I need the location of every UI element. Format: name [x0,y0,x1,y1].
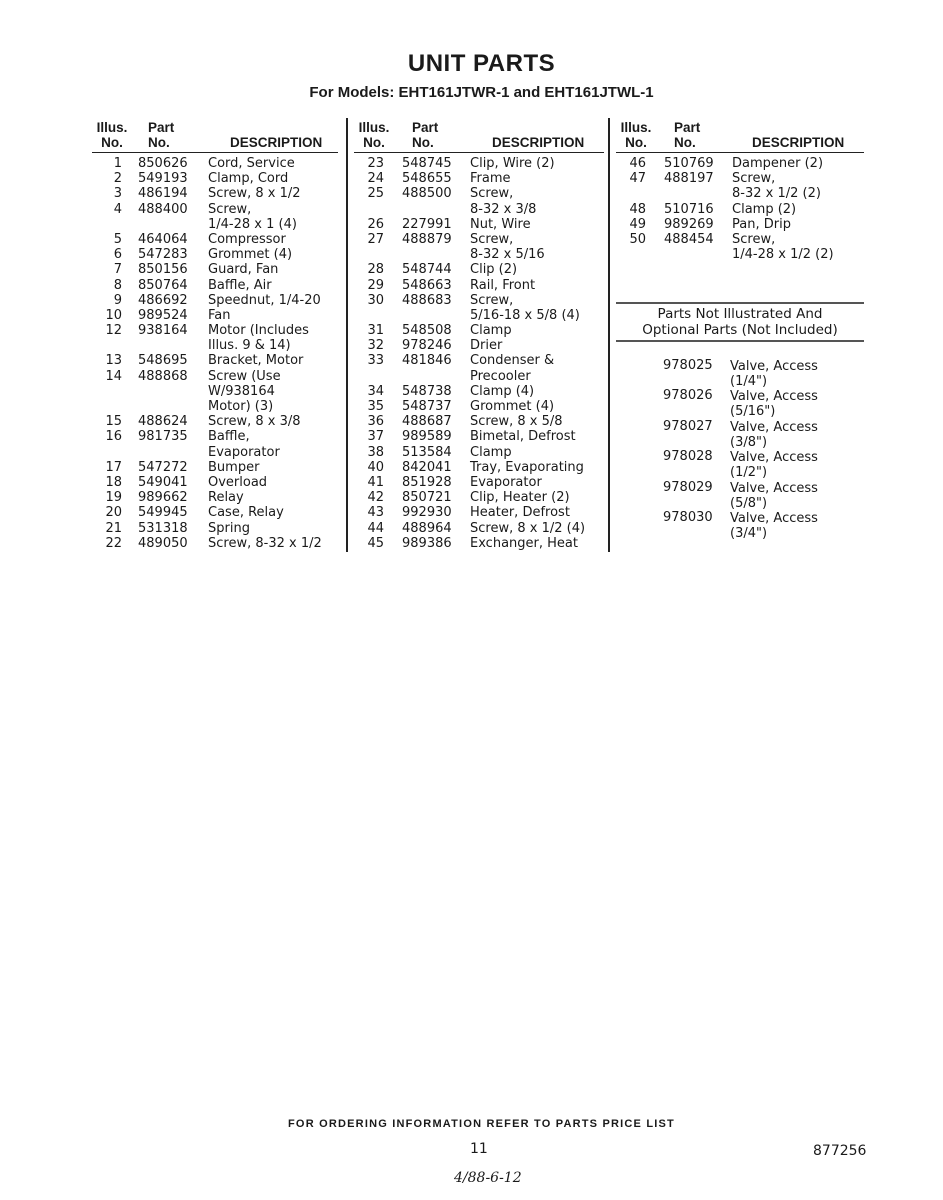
part-row [92,293,338,308]
part-number: 850156 [138,262,188,278]
handwritten-note: 4/88-6-12 [454,1170,522,1186]
parts-column-2 [354,116,604,551]
part-row [354,232,604,262]
page-number: 11 [470,1141,488,1157]
illus-number: 31 [367,323,384,339]
part-no-header: Part No. [412,120,439,150]
part-row [616,232,864,262]
illus-number: 24 [367,171,384,187]
part-number: 510769 [664,156,714,171]
column-divider [346,118,348,552]
part-description: Nut, Wire [470,216,531,232]
part-description: Guard, Fan [208,262,279,278]
part-row [354,475,604,490]
part-number: 488500 [402,186,452,202]
part-no-header: Part No. [674,120,701,150]
part-number: 548745 [402,156,452,171]
part-row [616,156,864,171]
part-description: Relay [208,490,244,506]
part-row [92,202,338,232]
part-row [92,171,338,186]
part-row [92,278,338,293]
part-number: 992930 [402,505,452,521]
part-description: Clamp, Cord [208,171,289,187]
part-number: 488197 [664,171,714,187]
part-row [92,505,338,520]
part-row [616,217,864,232]
part-number: 978246 [402,338,452,354]
part-number: 842041 [402,459,452,475]
illus-number: 12 [105,323,122,339]
part-row [92,262,338,277]
part-number: 547272 [138,459,188,475]
part-description: Overload [208,475,268,491]
part-description: Valve, Access (3/8") [730,419,818,450]
illus-number: 34 [367,383,384,399]
part-number: 989386 [402,535,452,551]
part-row [354,186,604,216]
part-description: Grommet (4) [208,247,293,263]
part-number: 510716 [664,201,714,217]
part-row [354,278,604,293]
part-row [92,353,338,368]
part-number: 850721 [402,490,452,506]
illus-number: 13 [105,353,122,369]
part-number: 978028 [663,449,713,465]
part-row [92,369,338,415]
illus-number: 8 [113,277,122,293]
illus-number: 50 [629,231,646,247]
part-description: Screw, 8-32 x 1/2 (2) [732,171,821,202]
document-number: 877256 [813,1143,867,1159]
illus-number: 25 [367,186,384,202]
illus-number: 41 [367,475,384,490]
page-title: UNIT PARTS [407,50,556,77]
description-header: DESCRIPTION [492,135,585,150]
part-number: 548663 [402,277,452,293]
part-description: Fan [208,307,231,323]
illus-number: 35 [367,399,384,415]
part-description: Screw, 8-32 x 1/2 [208,535,322,551]
part-number: 547283 [138,247,188,263]
illus-number: 37 [367,429,384,445]
part-row [354,338,604,353]
part-number: 227991 [402,216,452,232]
part-description: Baffle, Evaporator [208,429,280,460]
part-description: Heater, Defrost [470,505,570,521]
part-number: 464064 [138,231,188,247]
part-description: Clip (2) [470,262,518,278]
part-number: 488624 [138,414,188,430]
part-number: 486194 [138,186,188,202]
parts-column-3 [616,116,864,262]
part-description: Screw, 8-32 x 5/16 [470,231,545,263]
part-description: Clamp (2) [732,201,797,217]
column-header [92,116,338,153]
part-row [354,353,604,383]
column-divider [608,118,610,552]
part-row [354,429,604,444]
part-description: Valve, Access (3/4") [730,511,818,541]
part-description: Clamp [470,444,512,460]
ordering-note: FOR ORDERING INFORMATION REFER TO PARTS PRICE LIST [288,1118,675,1130]
part-row [92,186,338,201]
part-row [354,323,604,338]
part-row [354,505,604,520]
illus-number: 47 [629,171,646,187]
part-number: 989524 [138,307,188,323]
part-number: 481846 [402,353,452,369]
part-row [354,460,604,475]
illus-number: 2 [113,171,122,187]
part-number: 548508 [402,323,452,339]
illus-number: 6 [113,247,122,263]
part-row [354,217,604,232]
illus-number: 20 [105,505,122,521]
column-header [354,116,604,153]
part-number: 850626 [138,156,188,171]
illus-number: 23 [367,156,384,171]
part-row [92,323,338,353]
column-header [616,116,864,153]
part-row [354,262,604,277]
part-description: Case, Relay [208,505,284,521]
illus-no-header: Illus. No. [620,120,652,150]
part-number: 978027 [663,418,713,434]
illus-number: 15 [105,414,122,430]
part-row [354,399,604,414]
part-row [354,384,604,399]
part-row [92,308,338,323]
part-row [354,521,604,536]
part-number: 981735 [138,429,188,445]
part-number: 851928 [402,475,452,490]
part-number: 549193 [138,171,188,187]
illus-number: 33 [367,353,384,369]
part-description: Screw, 1/4-28 x 1/2 (2) [732,231,834,263]
part-number: 548655 [402,171,452,187]
part-row [92,414,338,429]
illus-number: 32 [367,338,384,354]
part-number: 978026 [663,388,713,404]
part-number: 978025 [663,358,713,373]
illus-number: 9 [113,292,122,308]
illus-no-header: Illus. No. [96,120,128,150]
illus-number: 48 [629,201,646,217]
part-description: Cord, Service [208,156,295,171]
part-description: Bracket, Motor [208,353,304,369]
part-row [92,475,338,490]
parts-column-1 [92,116,338,551]
part-number: 850764 [138,277,188,293]
part-row [354,293,604,323]
part-description: Screw, 1/4-28 x 1 (4) [208,201,297,232]
part-description: Compressor [208,231,286,247]
illus-number: 16 [105,429,122,445]
part-row [92,429,338,459]
illus-number: 3 [113,186,122,202]
part-description: Baffle, Air [208,277,272,293]
illus-no-header: Illus. No. [358,120,390,150]
part-row [92,247,338,262]
part-description: Drier [470,338,503,354]
part-description: Clamp [470,323,512,339]
illus-number: 36 [367,414,384,430]
part-no-header: Part No. [148,120,175,150]
description-header: DESCRIPTION [752,135,845,150]
illus-number: 18 [105,475,122,491]
part-row [354,445,604,460]
illus-number: 27 [367,231,384,247]
part-description: Screw, 8 x 1/2 [208,186,301,202]
part-description: Screw, 8-32 x 3/8 [470,186,537,217]
part-row [92,521,338,536]
illus-number: 7 [113,262,122,278]
part-description: Tray, Evaporating [470,459,584,475]
part-number: 488964 [402,520,452,536]
illus-number: 49 [629,216,646,232]
part-row [354,414,604,429]
illus-number: 21 [105,520,122,536]
part-number: 938164 [138,323,188,339]
illus-number: 30 [367,292,384,308]
part-description: Screw (Use W/938164 Motor) (3) [208,368,281,415]
part-row [92,536,338,551]
part-description: Dampener (2) [732,156,824,171]
part-row [616,171,864,201]
part-description: Valve, Access (5/16") [730,389,818,420]
illus-number: 29 [367,277,384,293]
part-description: Grommet (4) [470,399,555,415]
part-row [354,490,604,505]
part-number: 548695 [138,353,188,369]
part-description: Screw, 8 x 1/2 (4) [470,520,586,536]
part-number: 488687 [402,414,452,430]
part-description: Rail, Front [470,277,536,293]
part-number: 549041 [138,475,188,491]
part-description: Screw, 8 x 5/8 [470,414,563,430]
models-subtitle: For Models: EHT161JTWR-1 and EHT161JTWL-1 [309,84,654,101]
illus-number: 42 [367,490,384,506]
part-number: 989589 [402,429,452,445]
part-number: 513584 [402,444,452,460]
part-row [354,536,604,551]
illus-number: 38 [367,444,384,460]
part-description: Screw, 5/16-18 x 5/8 (4) [470,292,580,323]
part-number: 488683 [402,292,452,308]
part-description: Valve, Access (5/8") [730,480,818,511]
part-description: Clip, Wire (2) [470,156,555,171]
not-illustrated-heading: Parts Not Illustrated And Optional Parts (Not Included) [642,306,838,338]
part-row [92,156,338,171]
part-description: Evaporator [470,475,542,490]
part-number: 978030 [663,510,713,525]
illus-number: 14 [105,368,122,384]
illus-number: 26 [367,216,384,232]
part-number: 531318 [138,520,188,536]
part-description: Valve, Access (1/4") [730,359,818,389]
part-description: Clip, Heater (2) [470,490,570,506]
section-divider [616,302,864,304]
part-number: 978029 [663,479,713,495]
part-row [354,156,604,171]
part-number: 488454 [664,231,714,247]
part-description: Screw, 8 x 3/8 [208,414,301,430]
part-description: Speednut, 1/4-20 [208,292,321,308]
illus-number: 46 [629,156,646,171]
part-description: Pan, Drip [732,216,791,232]
part-description: Bumper [208,459,260,475]
part-description: Bimetal, Defrost [470,429,576,445]
part-number: 548744 [402,262,452,278]
illus-number: 19 [105,490,122,506]
part-number: 489050 [138,535,188,551]
part-number: 989269 [664,216,714,232]
illus-number: 17 [105,459,122,475]
part-row [92,460,338,475]
part-description: Valve, Access (1/2") [730,450,818,481]
illus-number: 40 [367,459,384,475]
part-description: Condenser & Precooler [470,353,555,384]
part-row [354,171,604,186]
section-divider [616,340,864,342]
part-number: 548737 [402,399,452,415]
part-number: 488879 [402,231,452,247]
illus-number: 5 [113,231,122,247]
illus-number: 1 [113,156,122,171]
illus-number: 28 [367,262,384,278]
part-row [92,490,338,505]
illus-number: 45 [367,535,384,551]
part-number: 486692 [138,292,188,308]
description-header: DESCRIPTION [230,135,323,150]
part-description: Motor (Includes Illus. 9 & 14) [208,323,309,354]
part-row [92,232,338,247]
illus-number: 22 [105,535,122,551]
part-number: 488868 [138,368,188,384]
illus-number: 44 [367,520,384,536]
illus-number: 4 [113,201,122,217]
part-number: 549945 [138,505,188,521]
part-number: 989662 [138,490,188,506]
illus-number: 43 [367,505,384,521]
part-row [616,202,864,217]
part-number: 548738 [402,383,452,399]
part-description: Frame [470,171,511,187]
part-description: Exchanger, Heat [470,535,578,551]
part-description: Clamp (4) [470,383,535,399]
part-description: Spring [208,520,250,536]
illus-number: 10 [105,307,122,323]
part-number: 488400 [138,201,188,217]
